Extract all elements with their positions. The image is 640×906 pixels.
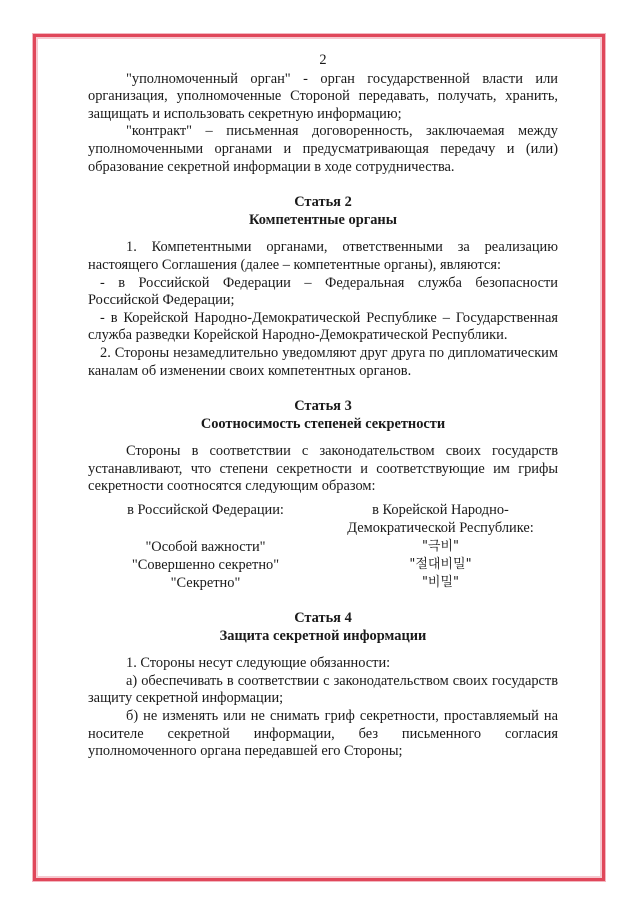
- russian-classifications-column: [88, 502, 323, 592]
- dprk-column-header: в Корейской Народно-Демократической Республике:: [347, 502, 534, 536]
- article-4-paragraph: б) не изменять или не снимать гриф секретности, проставляемый на носителе секретной информации, без письменного согласия уполномоченного органа передавшей его Стороны;: [88, 708, 558, 760]
- russian-column-header: в Российской Федерации:: [127, 502, 284, 519]
- article-2-paragraph: 1. Компетентными органами, ответственными за реализацию настоящего Соглашения (далее – компетентные органы), являются:: [88, 239, 558, 273]
- classification-correspondence-table: [88, 502, 558, 592]
- article-3-title: Соотносимость степеней секретности: [200, 415, 446, 432]
- definition-contract: "контракт" – письменная договоренность, заключаемая между уполномоченными органами и предусматривающая передачу и (или) образование секретной информации в ходе сотрудничества.: [88, 123, 558, 175]
- page-number: 2: [319, 52, 327, 68]
- article-3-number: Статья 3: [294, 398, 352, 415]
- article-2-paragraph: 2. Стороны незамедлительно уведомляют друг друга по дипломатическим каналам об изменении своих компетентных органов.: [88, 344, 558, 379]
- article-2-number: Статья 2: [294, 194, 352, 211]
- article-4-paragraph: а) обеспечивать в соответствии с законодательством своих государств защиту секретной информации;: [88, 672, 558, 707]
- dprk-classification: "극비": [421, 539, 460, 555]
- russian-classification: "Совершенно секретно": [131, 557, 280, 574]
- dprk-classification: "절대비밀": [409, 557, 472, 573]
- article-2-title: Компетентные органы: [249, 211, 397, 228]
- article-2-paragraph: - в Корейской Народно-Демократической Республике – Государственная служба разведки Корейской Народно-Демократической Республики.: [88, 309, 558, 344]
- russian-classification: "Особой важности": [145, 539, 266, 556]
- article-4-paragraph: 1. Стороны несут следующие обязанности:: [126, 655, 391, 672]
- dprk-classifications-column: [323, 502, 558, 592]
- article-4-title: Защита секретной информации: [219, 627, 427, 644]
- page-content: [88, 52, 558, 761]
- definition-authorized-body: "уполномоченный орган" - орган государственной власти или организация, уполномоченные Стороной передавать, получать, хранить, защищать и использовать секретную информацию;: [88, 70, 558, 122]
- dprk-classification: "비밀": [421, 575, 460, 591]
- article-2-paragraph: - в Российской Федерации – Федеральная служба безопасности Российской Федерации;: [88, 274, 558, 309]
- article-3-intro: Стороны в соответствии с законодательством своих государств устанавливают, что степени секретности и соответствующие им грифы секретности соотносятся следующим образом:: [88, 443, 558, 495]
- russian-classification: "Секретно": [170, 575, 241, 592]
- article-4-number: Статья 4: [294, 610, 352, 627]
